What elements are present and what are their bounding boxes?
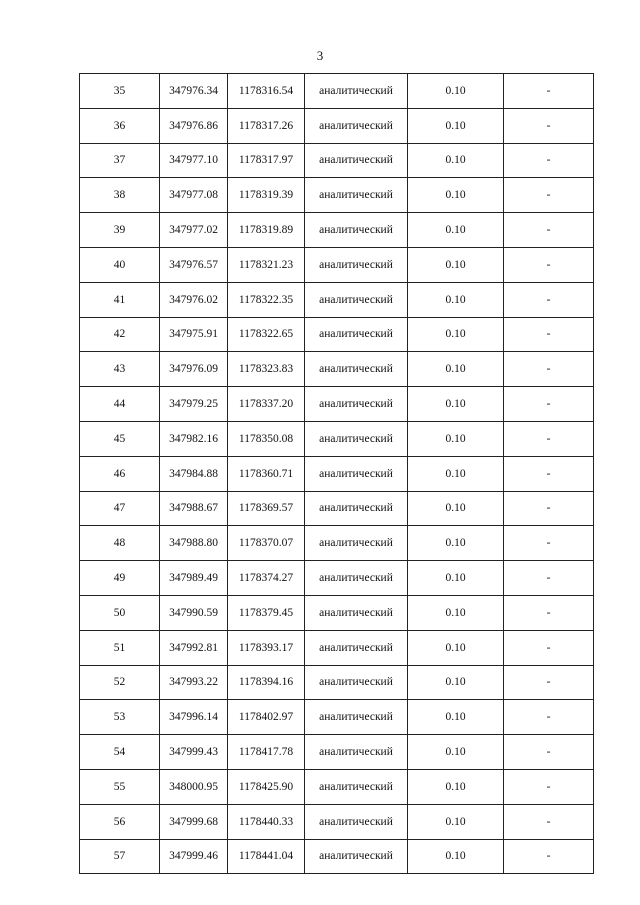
- y-coordinate-cell: 1178441.04: [228, 839, 305, 874]
- accuracy-cell: 0.10: [408, 387, 504, 422]
- x-coordinate-cell: 347976.09: [160, 352, 228, 387]
- description-cell: -: [504, 700, 594, 735]
- table-row: [80, 491, 594, 526]
- accuracy-cell: 0.10: [408, 769, 504, 804]
- method-cell: аналитический: [305, 735, 408, 770]
- table-row: [80, 839, 594, 874]
- table-row: [80, 630, 594, 665]
- method-cell: аналитический: [305, 804, 408, 839]
- x-coordinate-cell: 347989.49: [160, 561, 228, 596]
- description-cell: -: [504, 665, 594, 700]
- accuracy-cell: 0.10: [408, 839, 504, 874]
- y-coordinate-cell: 1178425.90: [228, 769, 305, 804]
- x-coordinate-cell: 347982.16: [160, 421, 228, 456]
- point-number-cell: 43: [80, 352, 160, 387]
- point-number-cell: 56: [80, 804, 160, 839]
- x-coordinate-cell: 347979.25: [160, 387, 228, 422]
- method-cell: аналитический: [305, 387, 408, 422]
- x-coordinate-cell: 347976.02: [160, 282, 228, 317]
- table-row: [80, 804, 594, 839]
- accuracy-cell: 0.10: [408, 561, 504, 596]
- x-coordinate-cell: 347976.34: [160, 74, 228, 109]
- y-coordinate-cell: 1178337.20: [228, 387, 305, 422]
- accuracy-cell: 0.10: [408, 526, 504, 561]
- table-row: [80, 143, 594, 178]
- accuracy-cell: 0.10: [408, 178, 504, 213]
- x-coordinate-cell: 347977.08: [160, 178, 228, 213]
- description-cell: -: [504, 108, 594, 143]
- y-coordinate-cell: 1178370.07: [228, 526, 305, 561]
- x-coordinate-cell: 347999.68: [160, 804, 228, 839]
- table-row: [80, 769, 594, 804]
- table-row: [80, 561, 594, 596]
- point-number-cell: 44: [80, 387, 160, 422]
- x-coordinate-cell: 347977.02: [160, 213, 228, 248]
- table-row: [80, 108, 594, 143]
- method-cell: аналитический: [305, 456, 408, 491]
- y-coordinate-cell: 1178440.33: [228, 804, 305, 839]
- description-cell: -: [504, 595, 594, 630]
- description-cell: -: [504, 143, 594, 178]
- table-row: [80, 74, 594, 109]
- accuracy-cell: 0.10: [408, 804, 504, 839]
- y-coordinate-cell: 1178322.35: [228, 282, 305, 317]
- point-number-cell: 53: [80, 700, 160, 735]
- description-cell: -: [504, 74, 594, 109]
- y-coordinate-cell: 1178322.65: [228, 317, 305, 352]
- method-cell: аналитический: [305, 700, 408, 735]
- table-row: [80, 735, 594, 770]
- accuracy-cell: 0.10: [408, 595, 504, 630]
- accuracy-cell: 0.10: [408, 491, 504, 526]
- table-row: [80, 213, 594, 248]
- accuracy-cell: 0.10: [408, 282, 504, 317]
- accuracy-cell: 0.10: [408, 247, 504, 282]
- method-cell: аналитический: [305, 74, 408, 109]
- point-number-cell: 35: [80, 74, 160, 109]
- y-coordinate-cell: 1178379.45: [228, 595, 305, 630]
- accuracy-cell: 0.10: [408, 700, 504, 735]
- x-coordinate-cell: 347996.14: [160, 700, 228, 735]
- page-number: 3: [316, 48, 324, 63]
- y-coordinate-cell: 1178316.54: [228, 74, 305, 109]
- point-number-cell: 57: [80, 839, 160, 874]
- table-row: [80, 700, 594, 735]
- x-coordinate-cell: 347988.80: [160, 526, 228, 561]
- y-coordinate-cell: 1178323.83: [228, 352, 305, 387]
- x-coordinate-cell: 347999.43: [160, 735, 228, 770]
- x-coordinate-cell: 347977.10: [160, 143, 228, 178]
- description-cell: -: [504, 213, 594, 248]
- point-number-cell: 46: [80, 456, 160, 491]
- table-row: [80, 526, 594, 561]
- x-coordinate-cell: 347976.57: [160, 247, 228, 282]
- method-cell: аналитический: [305, 421, 408, 456]
- description-cell: -: [504, 630, 594, 665]
- method-cell: аналитический: [305, 526, 408, 561]
- accuracy-cell: 0.10: [408, 421, 504, 456]
- description-cell: -: [504, 247, 594, 282]
- point-number-cell: 45: [80, 421, 160, 456]
- method-cell: аналитический: [305, 213, 408, 248]
- x-coordinate-cell: 347975.91: [160, 317, 228, 352]
- description-cell: -: [504, 282, 594, 317]
- method-cell: аналитический: [305, 561, 408, 596]
- accuracy-cell: 0.10: [408, 213, 504, 248]
- method-cell: аналитический: [305, 665, 408, 700]
- y-coordinate-cell: 1178374.27: [228, 561, 305, 596]
- table-row: [80, 178, 594, 213]
- table-row: [80, 665, 594, 700]
- table-row: [80, 247, 594, 282]
- description-cell: -: [504, 421, 594, 456]
- y-coordinate-cell: 1178319.39: [228, 178, 305, 213]
- method-cell: аналитический: [305, 143, 408, 178]
- point-number-cell: 40: [80, 247, 160, 282]
- point-number-cell: 52: [80, 665, 160, 700]
- method-cell: аналитический: [305, 352, 408, 387]
- y-coordinate-cell: 1178394.16: [228, 665, 305, 700]
- point-number-cell: 51: [80, 630, 160, 665]
- description-cell: -: [504, 387, 594, 422]
- point-number-cell: 49: [80, 561, 160, 596]
- y-coordinate-cell: 1178393.17: [228, 630, 305, 665]
- description-cell: -: [504, 839, 594, 874]
- x-coordinate-cell: 347976.86: [160, 108, 228, 143]
- accuracy-cell: 0.10: [408, 352, 504, 387]
- y-coordinate-cell: 1178319.89: [228, 213, 305, 248]
- y-coordinate-cell: 1178317.97: [228, 143, 305, 178]
- y-coordinate-cell: 1178317.26: [228, 108, 305, 143]
- x-coordinate-cell: 348000.95: [160, 769, 228, 804]
- y-coordinate-cell: 1178360.71: [228, 456, 305, 491]
- table-row: [80, 421, 594, 456]
- table-row: [80, 595, 594, 630]
- method-cell: аналитический: [305, 282, 408, 317]
- point-number-cell: 38: [80, 178, 160, 213]
- accuracy-cell: 0.10: [408, 143, 504, 178]
- method-cell: аналитический: [305, 595, 408, 630]
- point-number-cell: 50: [80, 595, 160, 630]
- point-number-cell: 47: [80, 491, 160, 526]
- description-cell: -: [504, 804, 594, 839]
- y-coordinate-cell: 1178321.23: [228, 247, 305, 282]
- point-number-cell: 54: [80, 735, 160, 770]
- description-cell: -: [504, 491, 594, 526]
- method-cell: аналитический: [305, 108, 408, 143]
- method-cell: аналитический: [305, 178, 408, 213]
- table-row: [80, 317, 594, 352]
- description-cell: -: [504, 352, 594, 387]
- accuracy-cell: 0.10: [408, 108, 504, 143]
- description-cell: -: [504, 317, 594, 352]
- accuracy-cell: 0.10: [408, 665, 504, 700]
- point-number-cell: 36: [80, 108, 160, 143]
- accuracy-cell: 0.10: [408, 735, 504, 770]
- point-number-cell: 48: [80, 526, 160, 561]
- method-cell: аналитический: [305, 247, 408, 282]
- method-cell: аналитический: [305, 491, 408, 526]
- point-number-cell: 41: [80, 282, 160, 317]
- y-coordinate-cell: 1178350.08: [228, 421, 305, 456]
- description-cell: -: [504, 769, 594, 804]
- y-coordinate-cell: 1178402.97: [228, 700, 305, 735]
- x-coordinate-cell: 347984.88: [160, 456, 228, 491]
- description-cell: -: [504, 178, 594, 213]
- x-coordinate-cell: 347988.67: [160, 491, 228, 526]
- method-cell: аналитический: [305, 630, 408, 665]
- y-coordinate-cell: 1178417.78: [228, 735, 305, 770]
- table-row: [80, 456, 594, 491]
- point-number-cell: 37: [80, 143, 160, 178]
- description-cell: -: [504, 456, 594, 491]
- description-cell: -: [504, 526, 594, 561]
- point-number-cell: 42: [80, 317, 160, 352]
- accuracy-cell: 0.10: [408, 456, 504, 491]
- table-row: [80, 352, 594, 387]
- x-coordinate-cell: 347999.46: [160, 839, 228, 874]
- method-cell: аналитический: [305, 769, 408, 804]
- accuracy-cell: 0.10: [408, 74, 504, 109]
- x-coordinate-cell: 347993.22: [160, 665, 228, 700]
- method-cell: аналитический: [305, 317, 408, 352]
- point-number-cell: 55: [80, 769, 160, 804]
- description-cell: -: [504, 561, 594, 596]
- x-coordinate-cell: 347990.59: [160, 595, 228, 630]
- y-coordinate-cell: 1178369.57: [228, 491, 305, 526]
- point-number-cell: 39: [80, 213, 160, 248]
- table-row: [80, 282, 594, 317]
- table-body: [80, 74, 594, 874]
- method-cell: аналитический: [305, 839, 408, 874]
- accuracy-cell: 0.10: [408, 630, 504, 665]
- coordinates-table: [79, 73, 594, 874]
- accuracy-cell: 0.10: [408, 317, 504, 352]
- x-coordinate-cell: 347992.81: [160, 630, 228, 665]
- table-row: [80, 387, 594, 422]
- description-cell: -: [504, 735, 594, 770]
